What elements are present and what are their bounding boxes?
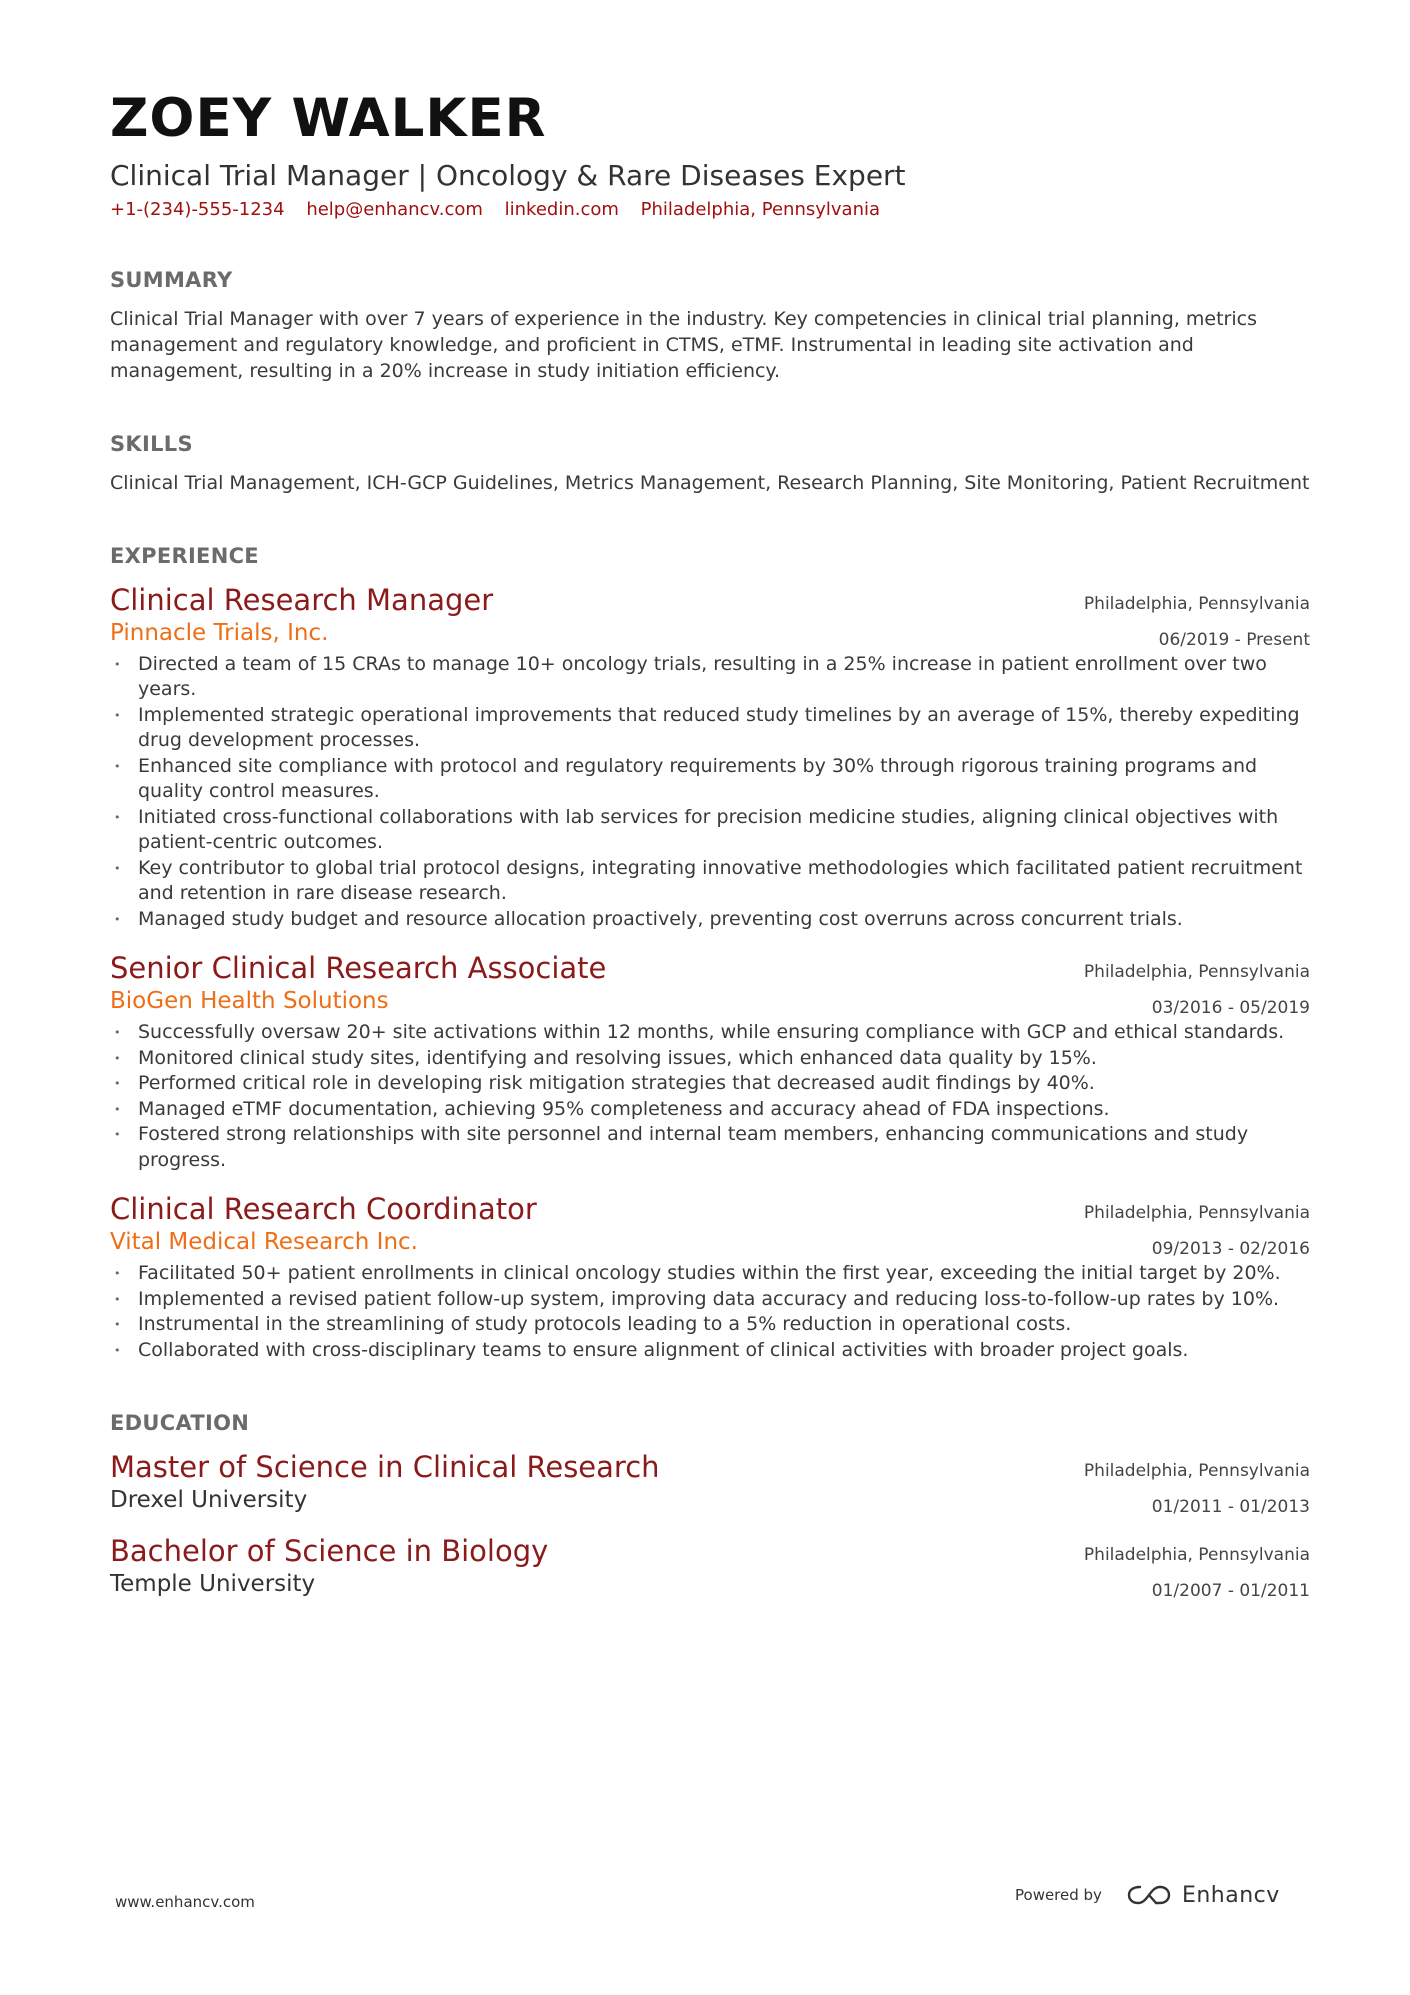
job-location: Philadelphia, Pennsylvania (1083, 593, 1310, 614)
education-entry (110, 1449, 1310, 1518)
phone-link[interactable]: +1-(234)-555-1234 (110, 198, 285, 220)
experience-entry (110, 950, 1310, 1173)
achievement-list (110, 1261, 1310, 1363)
degree-title: Master of Science in Clinical Research (110, 1450, 660, 1485)
education-dates: 01/2011 - 01/2013 (1151, 1497, 1310, 1518)
achievement-item: • Performed critical role in developing risk mitigation strategies that decreased audit findings by 40%. (110, 1071, 1310, 1097)
job-title: Senior Clinical Research Associate (110, 951, 607, 986)
footer-website-link[interactable]: www.enhancv.com (115, 1893, 255, 1911)
powered-by-label: Powered by (1015, 1886, 1102, 1904)
job-meta (1084, 586, 1310, 658)
linkedin-link[interactable]: linkedin.com (504, 198, 619, 220)
education-heading: EDUCATION (110, 1411, 250, 1436)
achievement-item: • Managed study budget and resource allocation proactively, preventing cost overruns across concurrent trials. (110, 907, 1310, 933)
achievement-item: • Managed eTMF documentation, achieving 95% completeness and accuracy ahead of FDA inspections. (110, 1097, 1310, 1123)
achievement-item: • Implemented a revised patient follow-up system, improving data accuracy and reducing loss-to-follow-up rates by 10%. (110, 1287, 1310, 1313)
brand-name: Enhancv (1181, 1882, 1280, 1908)
company-name: Pinnacle Trials, Inc. (110, 619, 329, 646)
experience-entry (110, 582, 1310, 933)
achievement-item: • Successfully oversaw 20+ site activations within 12 months, while ensuring compliance with GCP and ethical standards. (110, 1020, 1310, 1046)
skills-heading: SKILLS (110, 431, 193, 456)
achievement-list (110, 652, 1310, 933)
job-dates: 06/2019 - Present (1158, 629, 1310, 650)
location-text: Philadelphia, Pennsylvania (640, 198, 881, 220)
education-location: Philadelphia, Pennsylvania (1083, 1545, 1310, 1566)
job-title: Clinical Research Manager (110, 582, 494, 617)
experience-entry (110, 1191, 1310, 1363)
company-name: Vital Medical Research Inc. (110, 1229, 418, 1256)
education-location: Philadelphia, Pennsylvania (1083, 1461, 1310, 1482)
achievement-item: • Facilitated 50+ patient enrollments in clinical oncology studies within the first year, exceeding the initial target by 20%. (110, 1261, 1310, 1287)
school-name: Temple University (110, 1571, 316, 1598)
achievement-list (110, 1020, 1310, 1173)
company-name: BioGen Health Solutions (110, 988, 389, 1015)
resume-page (110, 88, 1310, 1602)
job-meta (1084, 1195, 1310, 1267)
job-meta (1084, 954, 1310, 1026)
achievement-item: • Instrumental in the streamlining of study protocols leading to a 5% reduction in operational costs. (110, 1312, 1310, 1338)
skills-text: Clinical Trial Management, ICH-GCP Guidelines, Metrics Management, Research Planning, Site Monitoring, Patient Recruitment (110, 471, 1310, 494)
achievement-item: • Initiated cross-functional collaborations with lab services for precision medicine studies, aligning clinical objectives with patient-centric outcomes. (110, 805, 1310, 856)
email-link[interactable]: help@enhancv.com (306, 198, 483, 220)
candidate-name: ZOEY WALKER (110, 88, 547, 149)
achievement-item: • Monitored clinical study sites, identifying and resolving issues, which enhanced data quality by 15%. (110, 1046, 1310, 1072)
footer-branding (1015, 1878, 1280, 1912)
school-name: Drexel University (110, 1487, 308, 1514)
education-entry (110, 1533, 1310, 1602)
job-dates: 03/2016 - 05/2019 (1151, 998, 1310, 1019)
job-title: Clinical Research Coordinator (110, 1192, 537, 1227)
education-meta (1084, 1453, 1310, 1525)
achievement-item: • Key contributor to global trial protocol designs, integrating innovative methodologies which facilitated patient recruitment and retention in rare disease research. (110, 856, 1310, 907)
experience-heading: EXPERIENCE (110, 543, 259, 568)
job-dates: 09/2013 - 02/2016 (1151, 1239, 1310, 1260)
contact-line (110, 199, 1310, 220)
achievement-item: • Directed a team of 15 CRAs to manage 10+ oncology trials, resulting in a 25% increase in patient enrollment over two years. (110, 652, 1310, 703)
achievement-item: • Enhanced site compliance with protocol and regulatory requirements by 30% through rigorous training programs and quality control measures. (110, 754, 1310, 805)
education-dates: 01/2007 - 01/2011 (1151, 1581, 1310, 1602)
headline: Clinical Trial Manager | Oncology & Rare Diseases Expert (110, 159, 906, 192)
summary-heading: SUMMARY (110, 267, 233, 292)
achievement-item: • Collaborated with cross-disciplinary teams to ensure alignment of clinical activities with broader project goals. (110, 1338, 1310, 1364)
achievement-item: • Implemented strategic operational improvements that reduced study timelines by an average of 15%, thereby expediting drug development processes. (110, 703, 1310, 754)
enhancv-logo-icon (1126, 1882, 1172, 1908)
education-meta (1084, 1537, 1310, 1609)
summary-text: Clinical Trial Manager with over 7 years of experience in the industry. Key competencies in clinical trial planning, metrics management and regulatory knowledge, and proficient in CTMS, eTMF. Instrumental in leading site activation and management, resulting in a 20% increase in study initiation efficiency. (110, 307, 1257, 382)
job-location: Philadelphia, Pennsylvania (1083, 1203, 1310, 1224)
job-location: Philadelphia, Pennsylvania (1083, 962, 1310, 983)
achievement-item: • Fostered strong relationships with site personnel and internal team members, enhancing communications and study progress. (110, 1122, 1310, 1173)
degree-title: Bachelor of Science in Biology (110, 1534, 549, 1569)
